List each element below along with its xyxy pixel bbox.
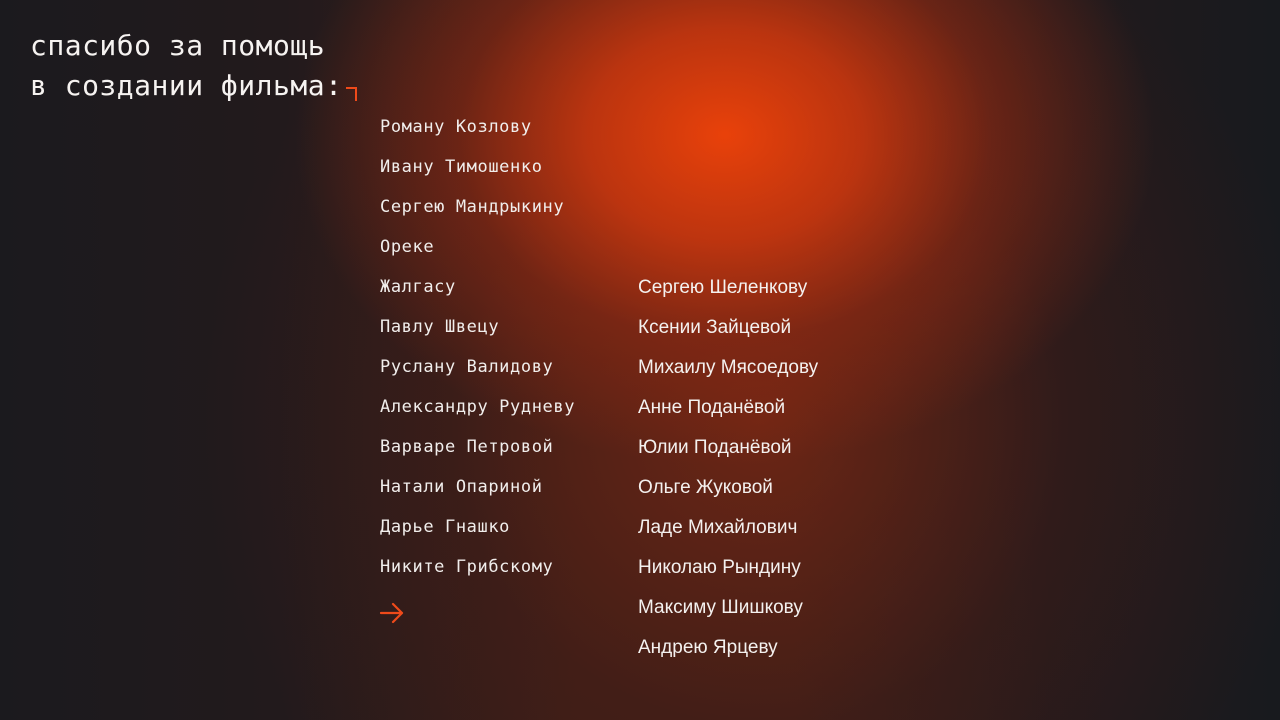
list-item: Роману Козлову	[380, 117, 532, 137]
list-item: Павлу Швецу	[380, 317, 500, 337]
list-item: Александру Рудневу	[380, 397, 576, 417]
heading-line-1: спасибо за помощь	[30, 29, 326, 62]
list-item: Сергею Шеленкову	[638, 277, 808, 298]
list-item: Руслану Валидову	[380, 357, 554, 377]
list-item: Ольге Жуковой	[638, 477, 773, 498]
list-item: Максиму Шишкову	[638, 597, 803, 618]
heading-line-2-text: в создании фильма:	[30, 69, 343, 102]
list-item: Сергею Мандрыкину	[380, 197, 565, 217]
list-item: Никите Грибскому	[380, 557, 554, 577]
list-item: Ксении Зайцевой	[638, 317, 792, 338]
corner-bracket-icon	[346, 87, 357, 101]
list-item: Николаю Рындину	[638, 557, 801, 578]
list-item: Натали Опариной	[380, 477, 543, 497]
list-item: Андрею Ярцеву	[638, 637, 778, 658]
list-item: Ореке	[380, 237, 435, 257]
list-item: Михаилу Мясоедову	[638, 357, 819, 378]
arrow-right-icon	[379, 600, 405, 626]
list-item: Анне Поданёвой	[638, 397, 786, 418]
list-item: Ладе Михайлович	[638, 517, 798, 538]
list-item: Юлии Поданёвой	[638, 437, 792, 458]
list-item: Дарье Гнашко	[380, 517, 511, 537]
list-item: Ивану Тимошенко	[380, 157, 543, 177]
right-names-list	[638, 268, 818, 668]
heading-line-2	[30, 66, 357, 106]
list-item: Жалгасу	[380, 277, 456, 297]
credits-heading	[30, 26, 357, 106]
left-names-list	[380, 107, 575, 587]
list-item: Варваре Петровой	[380, 437, 554, 457]
